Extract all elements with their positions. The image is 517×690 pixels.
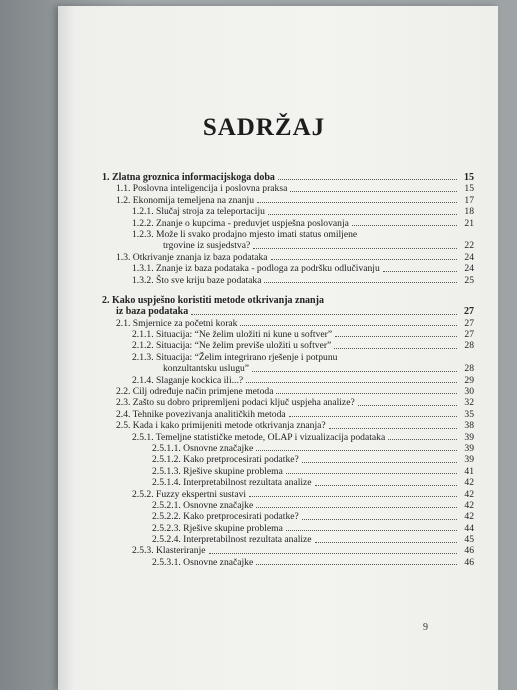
dot-leader	[286, 530, 457, 531]
toc-entry-label: 1.2.1. Slučaj stroja za teleportaciju	[132, 206, 265, 218]
toc-page-number: 32	[464, 397, 474, 409]
toc-entry	[102, 420, 474, 431]
dot-leader	[358, 405, 457, 406]
toc-entry-label: 2.1.2. Situacija: “Ne želim previše uložiti u softver”	[132, 340, 332, 352]
dot-leader	[253, 248, 457, 249]
dot-leader	[290, 191, 457, 192]
dot-leader	[268, 214, 457, 215]
dot-leader	[191, 314, 457, 315]
toc-page-number: 29	[464, 374, 474, 386]
section-gap	[102, 286, 474, 295]
toc-entry	[102, 477, 474, 488]
toc-entry-label: 2. Kako uspješno koristiti metode otkrivanja znanja	[102, 294, 324, 306]
dot-leader	[383, 271, 457, 272]
dot-leader	[286, 473, 457, 474]
toc-entry	[102, 443, 474, 454]
toc-entry-label: 2.4. Tehnike povezivanja analitičkih metoda	[116, 408, 286, 420]
toc-page-number: 28	[464, 340, 474, 352]
toc-entry	[102, 557, 474, 568]
toc-entry-label-continued: iz baza podataka	[116, 306, 189, 318]
toc-entry-label-continued: konzultantsku uslugu”	[163, 363, 250, 375]
toc-entry-label: 2.5.1.4. Interpretabilnost rezultata analize	[152, 477, 312, 489]
toc-entry-label: 2.5.1.3. Rješive skupine problema	[152, 465, 283, 477]
toc-entry	[102, 523, 474, 534]
toc-entry	[102, 409, 474, 420]
dot-leader	[264, 282, 457, 283]
toc-page-number: 24	[464, 263, 474, 275]
dot-leader	[352, 225, 457, 226]
dot-leader	[315, 485, 457, 486]
toc-entry	[102, 263, 474, 274]
dot-leader	[329, 428, 457, 429]
dot-leader	[256, 564, 457, 565]
toc-entry-label: 2.5.3. Klasteriranje	[132, 545, 206, 557]
toc-page-number: 39	[464, 442, 474, 454]
dot-leader	[276, 393, 457, 394]
toc-page-number: 42	[464, 477, 474, 489]
toc-page-number: 27	[464, 306, 474, 318]
dot-leader	[315, 542, 457, 543]
toc-entry	[102, 195, 474, 206]
toc-entry-label: 2.5.2.4. Interpretabilnost rezultata analize	[152, 534, 312, 546]
toc-entry-label: 2.5.1.1. Osnovne značajke	[152, 442, 254, 454]
toc-entry-label: 2.1. Smjernice za početni korak	[116, 317, 238, 329]
toc-entry	[102, 386, 474, 397]
toc-entry-label: 2.5.1.2. Kako pretprocesirati podatke?	[152, 454, 299, 466]
dot-leader	[252, 371, 457, 372]
dot-leader	[289, 416, 457, 417]
toc-page-number: 41	[464, 465, 474, 477]
toc-entry-label: 1.1. Poslovna inteligencija i poslovna praksa	[116, 183, 288, 195]
dot-leader	[246, 382, 457, 383]
toc-entry	[102, 172, 474, 183]
book-page	[58, 6, 498, 690]
toc-page-number: 15	[464, 171, 474, 183]
toc-page-number: 15	[464, 183, 474, 195]
toc-entry	[102, 432, 474, 443]
toc-entry-label: 1. Zlatna groznica informacijskoga doba	[102, 171, 275, 183]
dot-leader	[249, 496, 457, 497]
toc-entry	[102, 466, 474, 477]
dot-leader	[278, 179, 457, 180]
toc-entry	[102, 511, 474, 522]
toc-entry	[102, 329, 474, 340]
toc-entry-label: 1.3.2. Što sve kriju baze podataka	[132, 274, 262, 286]
toc-entry	[102, 218, 474, 229]
dot-leader	[256, 507, 457, 508]
page-number: 9	[423, 622, 428, 633]
toc-entry	[102, 340, 474, 351]
toc-page-number: 35	[464, 408, 474, 420]
toc-page-number: 21	[464, 217, 474, 229]
toc-page-number: 27	[464, 317, 474, 329]
dot-leader	[240, 325, 457, 326]
toc-entry	[102, 295, 474, 318]
dot-leader	[302, 519, 457, 520]
toc-entry	[102, 375, 474, 386]
toc-page-number: 18	[464, 206, 474, 218]
toc-page-number: 45	[464, 534, 474, 546]
toc-page-number: 17	[464, 194, 474, 206]
dot-leader	[388, 439, 457, 440]
toc-entry	[102, 318, 474, 329]
toc-page-number: 22	[464, 240, 474, 252]
toc-entry	[102, 183, 474, 194]
toc-entry-label: 2.5.2. Fuzzy ekspertni sustavi	[132, 488, 247, 500]
toc-page-number: 42	[464, 488, 474, 500]
page-title: SADRŽAJ	[202, 114, 326, 141]
toc-entry-label: 2.3. Zašto su dobro pripremljeni podaci ključ uspjeha analize?	[116, 397, 355, 409]
toc-page-number: 39	[464, 431, 474, 443]
toc-page-number: 30	[464, 386, 474, 398]
toc-entry	[102, 229, 474, 252]
toc-entry	[102, 534, 474, 545]
toc-entry	[102, 352, 474, 375]
table-of-contents	[102, 172, 474, 568]
toc-entry-label: 1.2.2. Znanje o kupcima - preduvjet uspješna poslovanja	[132, 217, 349, 229]
toc-entry-label: 2.5.2.1. Osnovne značajke	[152, 499, 254, 511]
toc-entry-label: 2.1.3. Situacija: “Želim integrirano rješenje i potpunu	[132, 351, 338, 363]
toc-entry-label: 2.2. Cilj određuje način primjene metoda	[116, 386, 274, 398]
toc-entry-label: 2.5. Kada i kako primijeniti metode otkrivanja znanja?	[116, 420, 326, 432]
toc-entry-label: 2.5.3.1. Osnovne značajke	[152, 556, 254, 568]
toc-page-number: 46	[464, 545, 474, 557]
toc-page-number: 24	[464, 251, 474, 263]
toc-page-number: 28	[464, 363, 474, 375]
toc-entry-label: 2.1.1. Situacija: “Ne želim uložiti ni kune u softver”	[132, 329, 333, 341]
toc-entry	[102, 275, 474, 286]
toc-page-number: 42	[464, 499, 474, 511]
toc-entry-label: 2.5.1. Temeljne statističke metode, OLAP i vizualizacija podataka	[132, 431, 386, 443]
toc-page-number: 39	[464, 454, 474, 466]
toc-entry	[102, 252, 474, 263]
toc-page-number: 46	[464, 556, 474, 568]
toc-entry-label: 2.5.2.2. Kako pretprocesirati podatke?	[152, 511, 299, 523]
dot-leader	[334, 348, 457, 349]
toc-entry	[102, 489, 474, 500]
toc-page-number: 27	[464, 329, 474, 341]
toc-entry-label: 1.2. Ekonomija temeljena na znanju	[116, 194, 254, 206]
dot-leader	[257, 202, 457, 203]
toc-page-number: 44	[464, 522, 474, 534]
toc-entry-label: 1.3.1. Znanje iz baza podataka - podloga za podršku odlučivanju	[132, 263, 380, 275]
toc-entry	[102, 500, 474, 511]
toc-entry-label-continued: trgovine iz susjedstva?	[163, 240, 251, 252]
toc-entry-label: 2.1.4. Slaganje kockica ili...?	[132, 374, 244, 386]
toc-page-number: 38	[464, 420, 474, 432]
toc-entry	[102, 397, 474, 408]
dot-leader	[302, 462, 457, 463]
toc-entry	[102, 206, 474, 217]
dot-leader	[335, 336, 457, 337]
toc-entry-label: 1.2.3. Može li svako prodajno mjesto imati status omiljene	[132, 228, 358, 240]
dot-leader	[256, 450, 457, 451]
toc-page-number: 25	[464, 274, 474, 286]
toc-entry-label: 2.5.2.3. Rješive skupine problema	[152, 522, 283, 534]
toc-entry-label: 1.3. Otkrivanje znanja iz baza podataka	[116, 251, 268, 263]
toc-entry	[102, 454, 474, 465]
toc-entry	[102, 546, 474, 557]
dot-leader	[209, 553, 457, 554]
toc-page-number: 42	[464, 511, 474, 523]
dot-leader	[271, 259, 457, 260]
